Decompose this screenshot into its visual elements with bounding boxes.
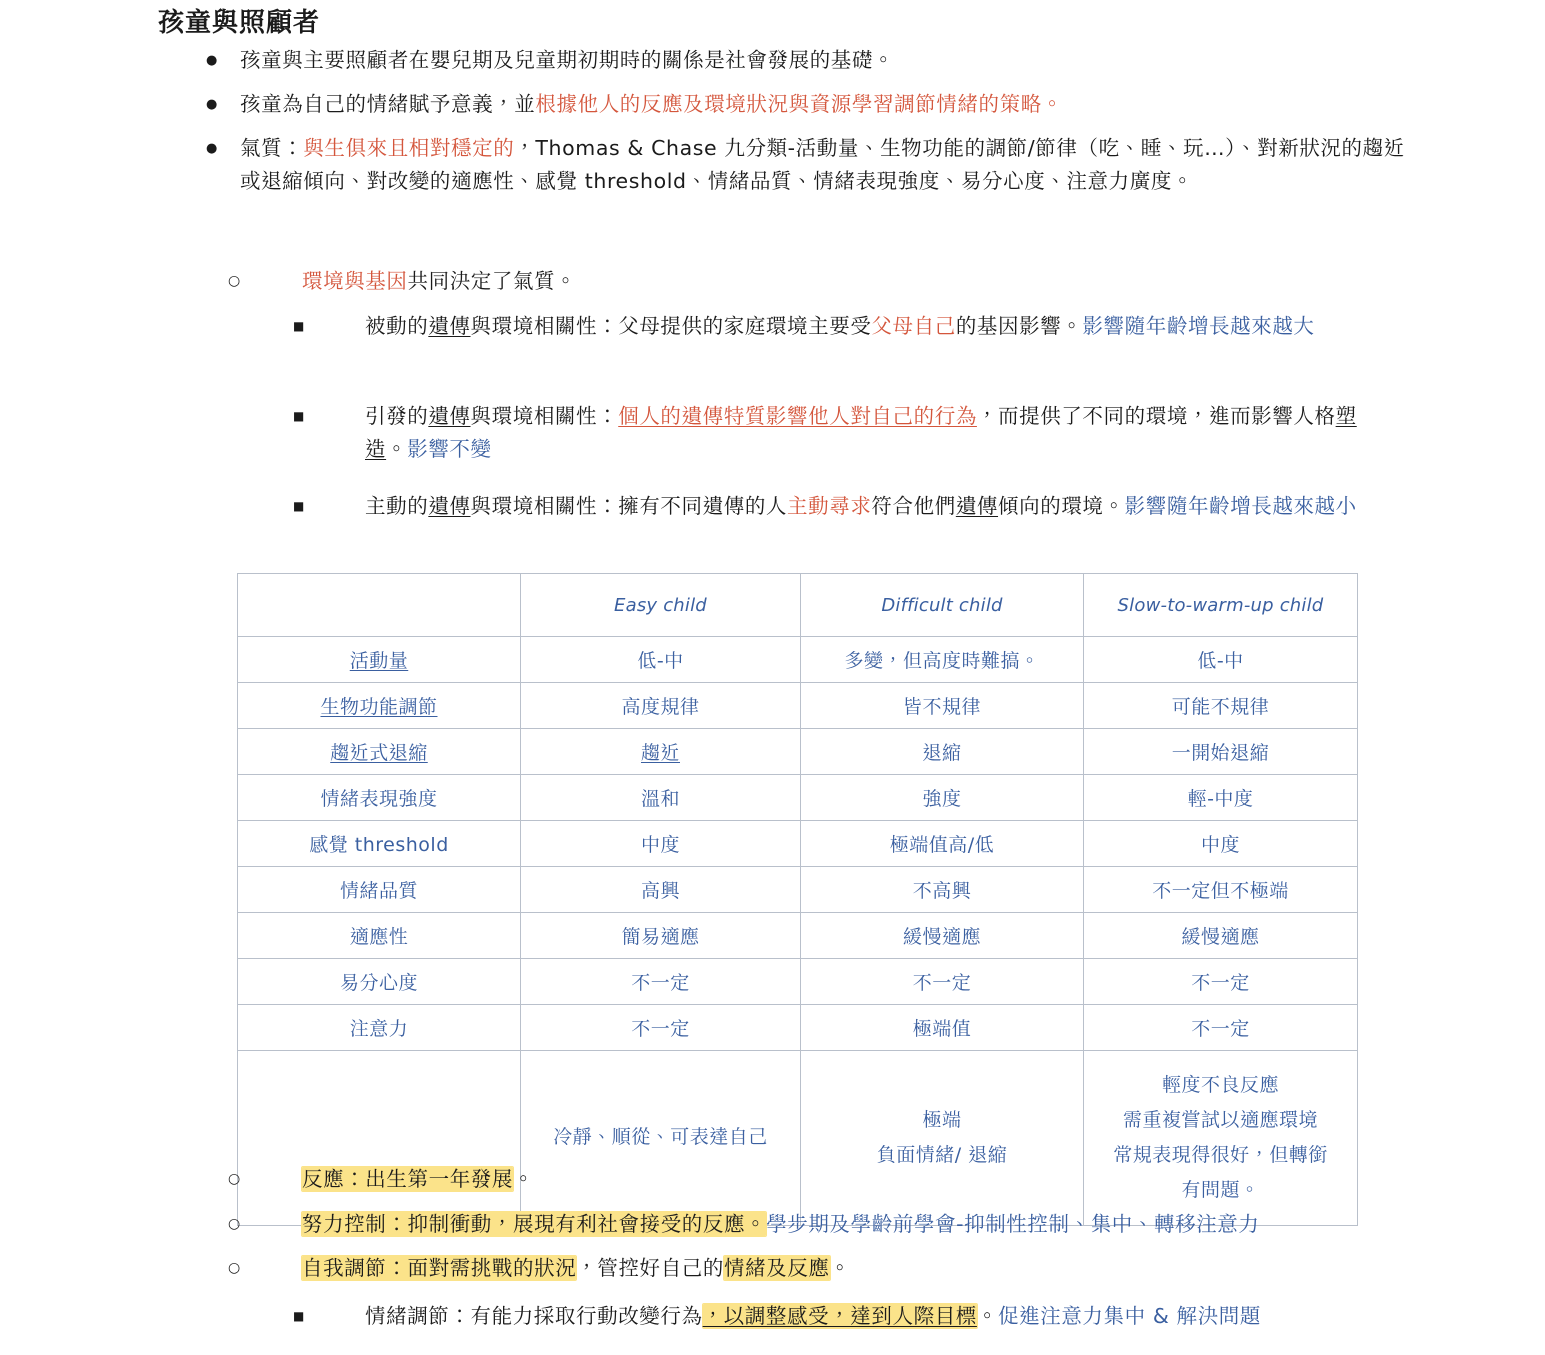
bullet-11-tail-blue: 促進注意力集中 & 解決問題	[998, 1304, 1261, 1328]
row-label: 情緒品質	[238, 867, 521, 913]
bullet-marker-filled-square	[293, 310, 365, 339]
list-item-bullet-8	[228, 1163, 1328, 1196]
cell-difficult: 多變，但高度時難搞。	[801, 637, 1084, 683]
temperament-comparison-table	[237, 573, 1358, 1226]
bullet-11-lead: 情緒調節：有能力採取行動改變行為	[365, 1304, 703, 1328]
bullet-11-tail-black: 。	[976, 1304, 999, 1328]
cell-difficult: 極端值高/低	[801, 821, 1084, 867]
bullet-marker-hollow-circle	[228, 1252, 302, 1281]
bullet-6-tail-blue: 影響不變	[407, 437, 492, 462]
cell-easy: 不一定	[521, 1005, 801, 1051]
bullet-marker-hollow-circle	[228, 1208, 302, 1237]
list-item-bullet-2	[206, 88, 1506, 121]
bullet-9-tail-blue: 學步期及學齡前學會-抑制性控制、集中、轉移注意力	[766, 1212, 1260, 1236]
row-label: 易分心度	[238, 959, 521, 1005]
bullet-7-lead: 主動的	[365, 494, 429, 518]
cell-easy: 低-中	[521, 637, 801, 683]
list-item-bullet-4	[228, 265, 1328, 298]
list-item-bullet-6	[293, 400, 1378, 466]
bullet-7-mid-2: 傾向的環境。	[998, 494, 1125, 518]
cell-slow: 中度	[1084, 821, 1358, 867]
bullet-7-text	[365, 490, 1357, 523]
bullet-7-underline-gene-2: 遺傳	[955, 494, 999, 518]
bullet-marker-filled-square	[293, 490, 365, 519]
bullet-10-text	[302, 1252, 851, 1285]
cell-slow: 不一定	[1084, 959, 1358, 1005]
table-row	[238, 821, 1358, 867]
cell-easy: 高度規律	[521, 683, 801, 729]
row-label: 感覺 threshold	[238, 821, 521, 867]
summary-difficult-line-2: 負面情緒/ 退縮	[876, 1144, 1008, 1166]
bullet-8-highlighted: 反應：出生第一年發展	[302, 1167, 513, 1191]
cell-slow: 不一定	[1084, 1005, 1358, 1051]
summary-label-blank	[238, 1051, 521, 1226]
bullet-1-text: 孩童與主要照顧者在嬰兒期及兒童期初期時的關係是社會發展的基礎。	[240, 48, 895, 72]
bullet-3-text	[240, 132, 1411, 198]
bullet-4-black-segment: 共同決定了氣質。	[407, 269, 577, 293]
bullet-marker-filled-circle	[206, 88, 240, 117]
cell-slow: 緩慢適應	[1084, 913, 1358, 959]
bullet-10-highlighted-2: 情緒及反應	[724, 1256, 830, 1280]
bullet-9-text	[302, 1208, 1260, 1241]
bullet-6-tail-black: 。	[386, 437, 408, 462]
summary-slow	[1084, 1051, 1358, 1226]
row-label: 活動量	[238, 637, 521, 683]
bullet-10-highlighted-1: 自我調節：面對需挑戰的狀況	[302, 1256, 577, 1280]
summary-slow-line-3: 常規表現得很好，但轉銜	[1113, 1144, 1328, 1166]
bullet-6-red-segment: 個人的遺傳特質影響他人對自己的行為	[618, 404, 977, 428]
bullet-5-lead-2: 與環境相關性：父母提供的家庭環境主要受	[470, 314, 872, 338]
summary-slow-line-1: 輕度不良反應	[1161, 1073, 1279, 1096]
bullet-6-lead: 引發的	[365, 404, 429, 428]
table-row	[238, 867, 1358, 913]
bullet-6-lead-2: 與環境相關性：	[470, 404, 619, 428]
table-row	[238, 775, 1358, 821]
bullet-5-underline-gene: 遺傳	[428, 314, 471, 338]
cell-slow: 不一定但不極端	[1084, 867, 1358, 913]
bullet-10-tail: 。	[829, 1256, 851, 1280]
cell-difficult: 強度	[801, 775, 1084, 821]
row-label: 生物功能調節	[238, 683, 521, 729]
cell-easy: 高興	[521, 867, 801, 913]
bullet-marker-filled-square	[293, 400, 365, 429]
table-summary-row	[238, 1051, 1358, 1226]
cell-difficult: 緩慢適應	[801, 913, 1084, 959]
table-row	[238, 913, 1358, 959]
bullet-4-text	[302, 265, 576, 298]
bullet-5-text	[365, 310, 1315, 343]
bullet-7-lead-2: 與環境相關性：擁有不同遺傳的人	[470, 494, 788, 518]
summary-easy-line-1: 冷靜、順從、可表達自己	[553, 1126, 768, 1149]
cell-easy: 不一定	[521, 959, 801, 1005]
table-row	[238, 729, 1358, 775]
bullet-7-underline-gene: 遺傳	[428, 494, 471, 518]
bullet-6-underline-gene: 遺傳	[428, 404, 471, 428]
bullet-3-red-segment: 與生俱來且相對穩定的	[303, 136, 515, 160]
cell-difficult: 極端值	[801, 1005, 1084, 1051]
list-item-bullet-11	[293, 1300, 1443, 1333]
list-item-bullet-3	[206, 132, 1411, 198]
page-title: 孩童與照顧者	[158, 8, 321, 38]
bullet-4-red-segment: 環境與基因	[302, 269, 408, 293]
bullet-9-highlighted: 努力控制：抑制衝動，展現有利社會接受的反應。	[302, 1212, 767, 1236]
row-label: 適應性	[238, 913, 521, 959]
row-label: 趨近式退縮	[238, 729, 521, 775]
bullet-5-tail-blue: 影響隨年齡增長越來越大	[1082, 314, 1315, 338]
bullet-8-tail: 。	[513, 1167, 535, 1191]
bullet-3-label: 氣質：	[240, 136, 304, 160]
row-label: 情緒表現強度	[238, 775, 521, 821]
bullet-7-mid: 符合他們	[871, 494, 956, 518]
list-item-bullet-7	[293, 490, 1378, 523]
bullet-marker-hollow-circle	[228, 1163, 302, 1192]
summary-difficult	[801, 1051, 1084, 1226]
cell-easy: 溫和	[521, 775, 801, 821]
bullet-6-mid: ，而提供了不同的環境，進而影響人格	[976, 404, 1336, 428]
cell-slow: 輕-中度	[1084, 775, 1358, 821]
bullet-8-text	[302, 1163, 534, 1196]
cell-difficult: 不一定	[801, 959, 1084, 1005]
table-header-easy: Easy child	[521, 574, 801, 637]
cell-difficult: 退縮	[801, 729, 1084, 775]
bullet-7-red-segment: 主動尋求	[787, 494, 872, 518]
bullet-7-tail-blue: 影響隨年齡增長越來越小	[1124, 494, 1357, 518]
summary-difficult-line-1: 極端	[922, 1108, 962, 1131]
bullet-marker-filled-circle	[206, 132, 240, 161]
cell-slow: 可能不規律	[1084, 683, 1358, 729]
table-row	[238, 683, 1358, 729]
bullet-5-tail-black: 的基因影響。	[955, 314, 1083, 338]
row-label: 注意力	[238, 1005, 521, 1051]
bullet-marker-hollow-circle	[228, 265, 302, 294]
cell-difficult: 皆不規律	[801, 683, 1084, 729]
cell-difficult: 不高興	[801, 867, 1084, 913]
bullet-6-text	[365, 400, 1378, 466]
bullet-2-black-segment: 孩童為自己的情緒賦予意義，並	[240, 92, 536, 116]
table-header-difficult: Difficult child	[801, 574, 1084, 637]
cell-slow: 低-中	[1084, 637, 1358, 683]
table-row	[238, 959, 1358, 1005]
table-header-row	[238, 574, 1358, 637]
table-header-blank	[238, 574, 521, 637]
cell-easy: 趨近	[521, 729, 801, 775]
list-item-bullet-10	[228, 1252, 1328, 1285]
bullet-5-lead: 被動的	[365, 314, 429, 338]
bullet-2-text	[240, 88, 1063, 121]
bullet-11-highlighted: ，以調整感受，達到人際目標	[702, 1304, 977, 1328]
table-row	[238, 637, 1358, 683]
cell-slow: 一開始退縮	[1084, 729, 1358, 775]
table-row	[238, 1005, 1358, 1051]
bullet-marker-filled-square	[293, 1300, 365, 1329]
bullet-2-red-segment: 根據他人的反應及環境狀況與資源學習調節情緒的策略。	[535, 92, 1063, 116]
bullet-11-text	[365, 1300, 1261, 1333]
bullet-10-mid: ，管控好自己的	[576, 1256, 725, 1280]
bullet-3-rest: ，Thomas & Chase 九分類-活動量、生物功能的調節/節律（吃、睡、玩…）、對新狀況的趨近或退縮傾向、對改變的適應性、感覺 threshold、情緒品質、情緒表現強度、易分心度、注意力廣度。	[240, 136, 1405, 194]
summary-easy	[521, 1051, 801, 1226]
summary-slow-line-2: 需重複嘗試以適應環境	[1122, 1108, 1318, 1131]
summary-slow-line-4: 有問題。	[1181, 1179, 1260, 1202]
bullet-6-underline-shaping: 塑造	[365, 404, 1357, 462]
bullet-5-red-segment: 父母自己	[871, 314, 956, 338]
cell-easy: 中度	[521, 821, 801, 867]
list-item-bullet-9	[228, 1208, 1408, 1241]
table-header-slow: Slow-to-warm-up child	[1084, 574, 1358, 637]
list-item-bullet-1	[206, 44, 1496, 77]
list-item-bullet-5	[293, 310, 1378, 343]
bullet-marker-filled-circle	[206, 44, 240, 73]
cell-easy: 簡易適應	[521, 913, 801, 959]
